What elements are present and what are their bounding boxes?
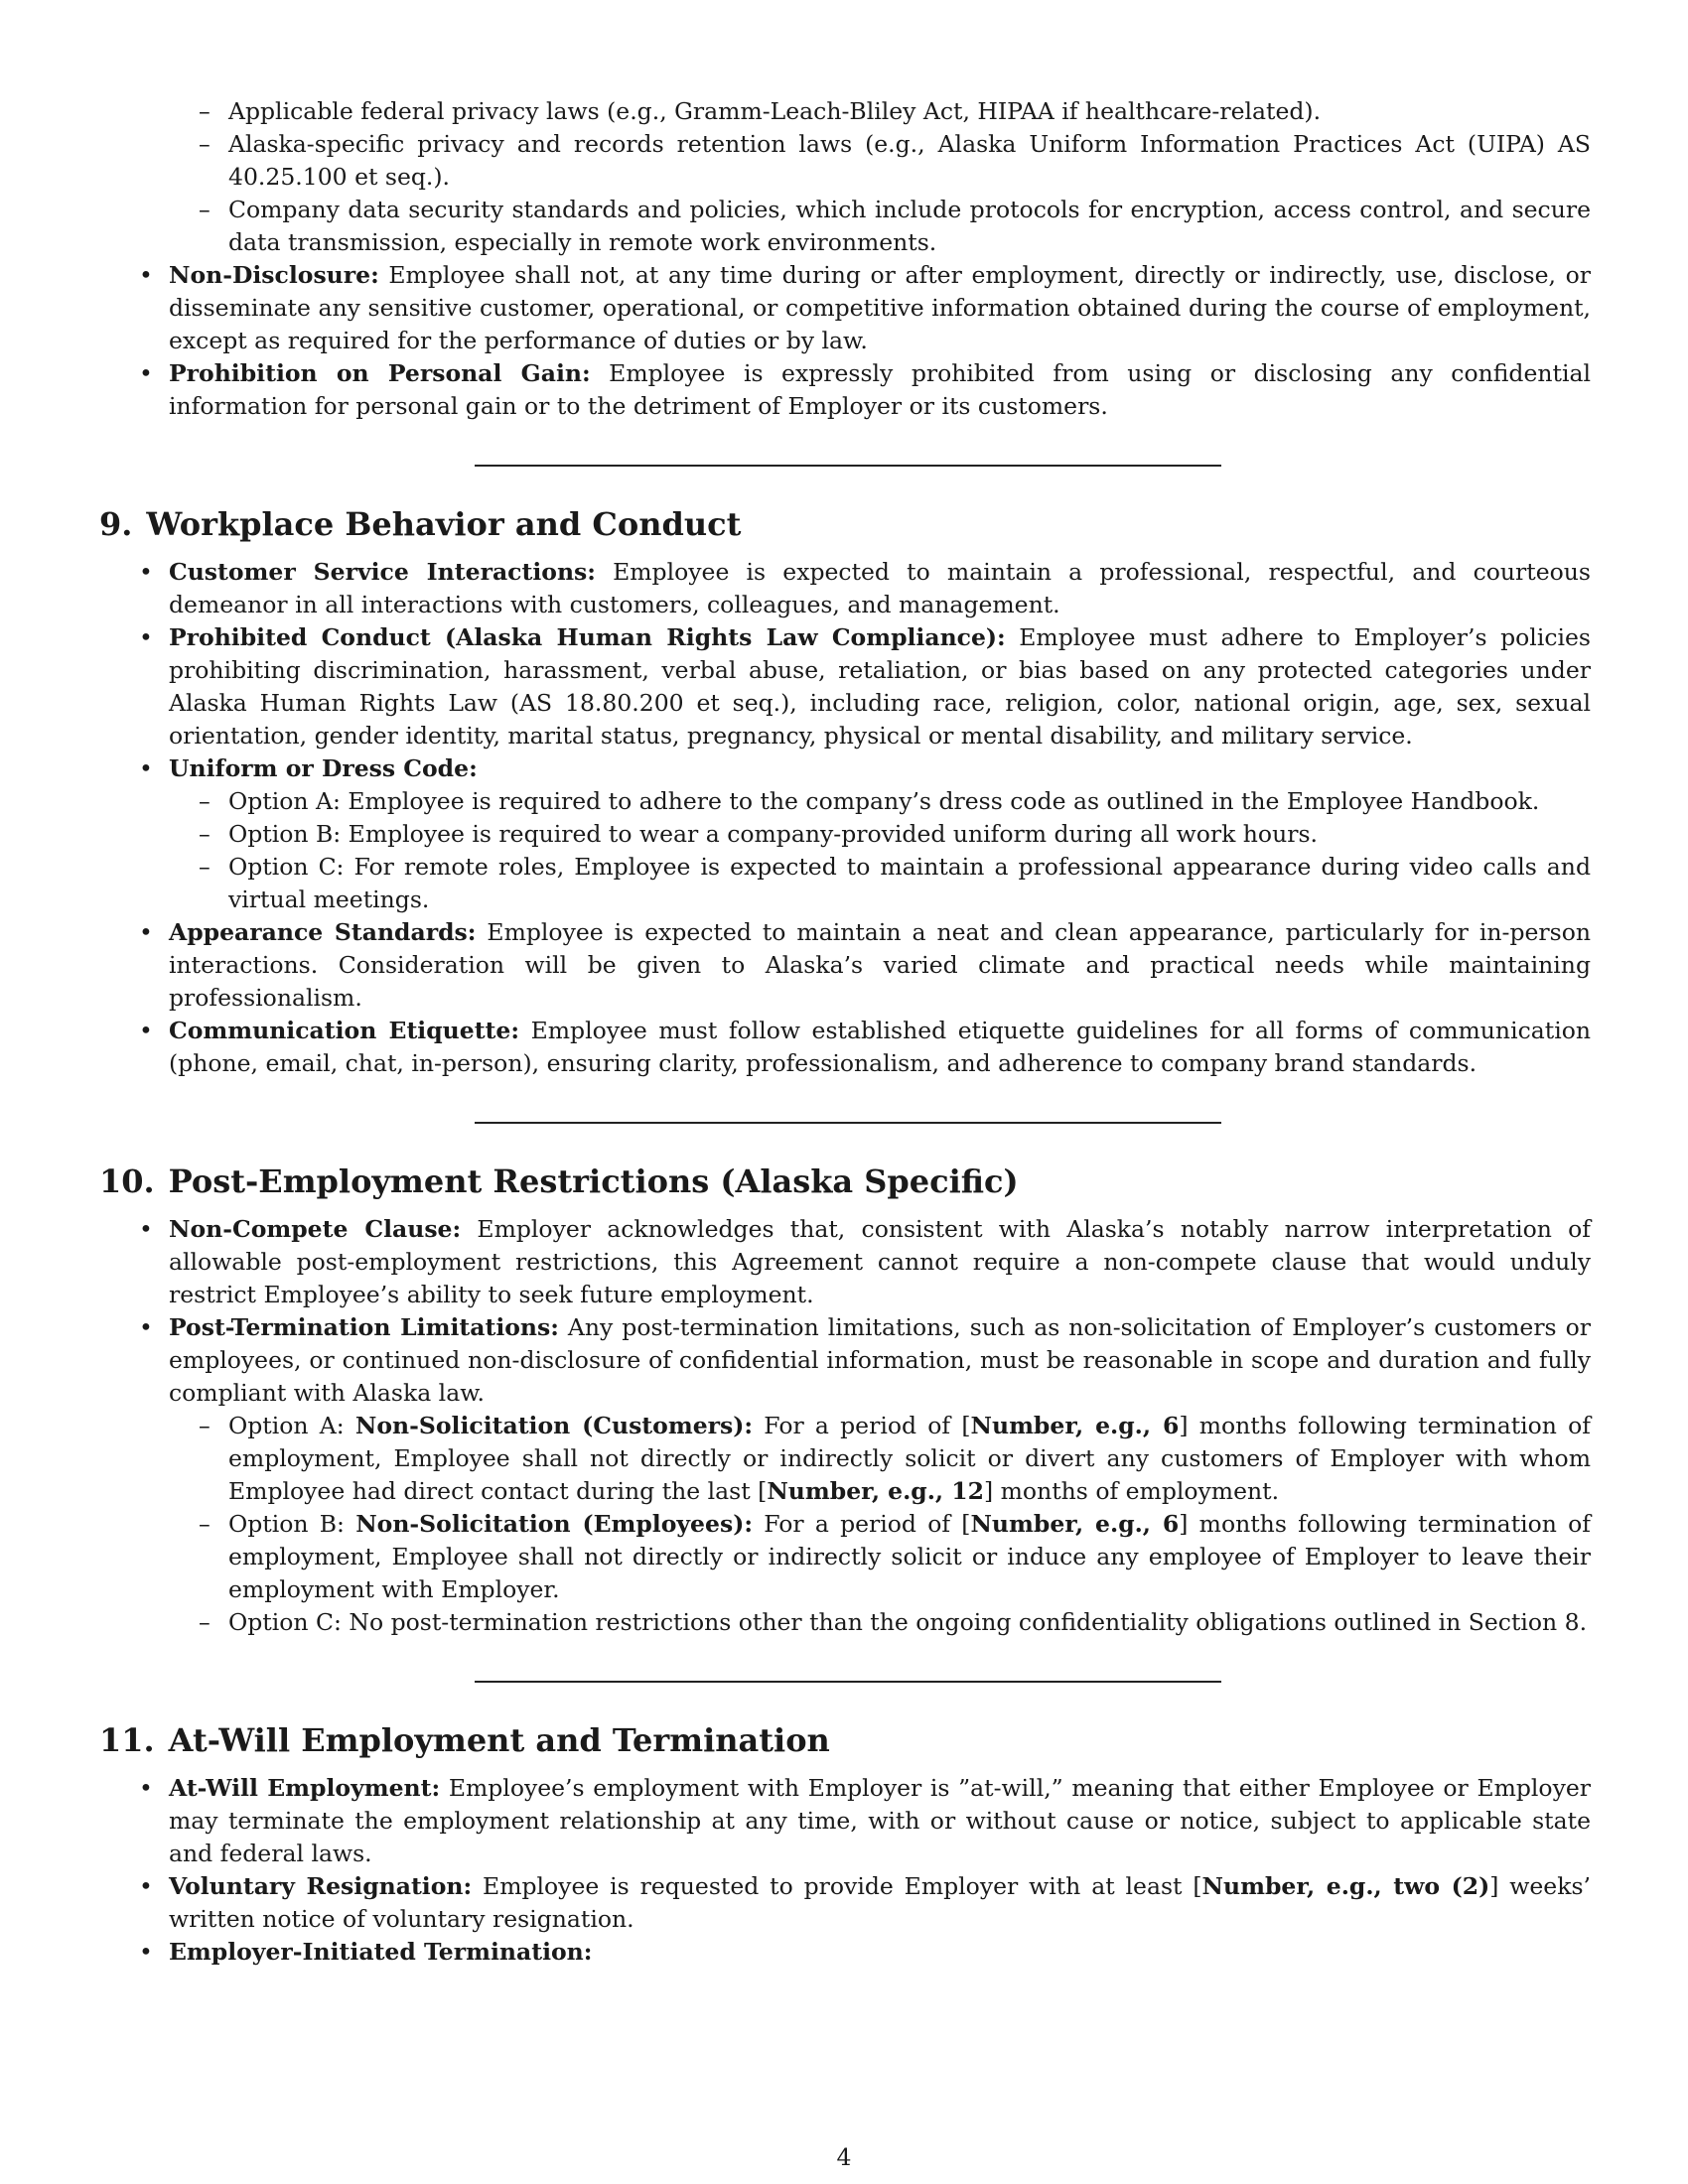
intro-list bbox=[99, 259, 1591, 423]
list-item: • Customer Service Interactions: Employee is expected to maintain a professional, respectful, and courteous demeanor in all interactions with customers, colleagues, and management. bbox=[99, 556, 1591, 621]
section-heading-10: 10. Post-Employment Restrictions (Alaska Specific) bbox=[99, 1162, 1019, 1200]
list-item: • Appearance Standards: Employee is expected to maintain a neat and clean appearance, particularly for in-person interactions. Consideration will be given to Alaska’s varied climate and practical needs while maintaining professionalism. bbox=[99, 916, 1591, 1015]
section-divider bbox=[475, 465, 1221, 467]
section-9-list bbox=[99, 556, 1591, 1080]
page-number: 4 bbox=[836, 2143, 852, 2171]
list-item: – Option A: Employee is required to adhere to the company’s dress code as outlined in the Employee Handbook. bbox=[99, 785, 1591, 818]
post-termination-options bbox=[99, 1410, 1591, 1639]
list-item: • Non-Compete Clause: Employer acknowledges that, consistent with Alaska’s notably narrow interpretation of allowable post-employment restrictions, this Agreement cannot require a non-compete clause that would unduly restrict Employee’s ability to seek future employment. bbox=[99, 1213, 1591, 1311]
section-divider bbox=[475, 1681, 1221, 1683]
list-item-option-a: – Option A: Non-Solicitation (Customers): For a period of [Number, e.g., 6] months following termination of employment, Employee shall not directly or indirectly solicit or divert any customers of Employer with whom Employee had direct contact during the last [Number, e.g., 12] months of employment. bbox=[99, 1410, 1591, 1508]
list-item: • At-Will Employment: Employee’s employment with Employer is ”at-will,” meaning that either Employee or Employer may terminate the employment relationship at any time, with or without cause or notice, subject to applicable state and federal laws. bbox=[99, 1772, 1591, 1870]
list-item: – Company data security standards and policies, which include protocols for encryption, access control, and secure data transmission, especially in remote work environments. bbox=[99, 194, 1591, 259]
list-item-non-disclosure: • Non-Disclosure: Employee shall not, at any time during or after employment, directly or indirectly, use, disclose, or disseminate any sensitive customer, operational, or competitive information obtained during the course of employment, except as required for the performance of duties or by law. bbox=[99, 259, 1591, 357]
section-divider bbox=[475, 1122, 1221, 1124]
list-item: • Employer-Initiated Termination: bbox=[99, 1936, 1591, 1969]
list-item: • Communication Etiquette: Employee must follow established etiquette guidelines for all forms of communication (phone, email, chat, in-person), ensuring clarity, professionalism, and adherence to company brand standards. bbox=[99, 1015, 1591, 1080]
list-item: – Option B: Employee is required to wear a company-provided uniform during all work hours. bbox=[99, 818, 1591, 851]
document-body bbox=[99, 95, 1591, 1969]
list-item-personal-gain: • Prohibition on Personal Gain: Employee is expressly prohibited from using or disclosing any confidential information for personal gain or to the detriment of Employer or its customers. bbox=[99, 357, 1591, 423]
intro-sublist bbox=[99, 95, 1591, 259]
list-item-option-c: – Option C: No post-termination restrictions other than the ongoing confidentiality obligations outlined in Section 8. bbox=[99, 1606, 1591, 1639]
list-item: – Alaska-specific privacy and records retention laws (e.g., Alaska Uniform Information Practices Act (UIPA) AS 40.25.100 et seq.). bbox=[99, 128, 1591, 194]
section-11-list bbox=[99, 1772, 1591, 1969]
list-item-dress-code: • Uniform or Dress Code: – Option A: Employee is required to adhere to the company’s dress code as outlined in the Employee Handbook. – Option B: Employee is required to wear a company-provided uniform during all work hours. – Option C: For remote roles, Employee is expected to maintain a professional appearance during video calls and virtual meetings. bbox=[99, 752, 1591, 916]
section-heading-9: 9. Workplace Behavior and Conduct bbox=[99, 505, 742, 543]
list-item-option-b: – Option B: Non-Solicitation (Employees): For a period of [Number, e.g., 6] months following termination of employment, Employee shall not directly or indirectly solicit or induce any employee of Employer to leave their employment with Employer. bbox=[99, 1508, 1591, 1606]
list-item: • Prohibited Conduct (Alaska Human Rights Law Compliance): Employee must adhere to Employer’s policies prohibiting discrimination, harassment, verbal abuse, retaliation, or bias based on any protected categories under Alaska Human Rights Law (AS 18.80.200 et seq.), including race, religion, color, national origin, age, sex, sexual orientation, gender identity, marital status, pregnancy, physical or mental disability, and military service. bbox=[99, 621, 1591, 752]
section-10-list bbox=[99, 1213, 1591, 1639]
section-heading-11: 11. At-Will Employment and Termination bbox=[99, 1721, 830, 1759]
list-item: • Voluntary Resignation: Employee is requested to provide Employer with at least [Number, e.g., two (2)] weeks’ written notice of voluntary resignation. bbox=[99, 1870, 1591, 1936]
list-item: • Post-Termination Limitations: Any post-termination limitations, such as non-solicitation of Employer’s customers or employees, or continued non-disclosure of confidential information, must be reasonable in scope and duration and fully compliant with Alaska law. – Option A: Non-Solicitation (Customers): For a period of [Number, e.g., 6] months following termination of employment, Employee shall not directly or indirectly solicit or divert any customers of Employer with whom Employee had direct contact during the last [Number, e.g., 12] months of employment. – Option B: Non-Solicitation (Employees): For a period of [Number, e.g., 6] months following termination of employment, Employee shall not directly or indirectly solicit or induce any employee of Employer to leave their employment with Employer. – Option C: No post-termination restrictions other than the ongoing confidentiality obligations outlined in Section 8. bbox=[99, 1311, 1591, 1639]
list-item: – Option C: For remote roles, Employee is expected to maintain a professional appearance during video calls and virtual meetings. bbox=[99, 851, 1591, 916]
dress-code-options bbox=[99, 785, 1591, 916]
list-item: – Applicable federal privacy laws (e.g., Gramm-Leach-Bliley Act, HIPAA if healthcare-related). bbox=[99, 95, 1591, 128]
